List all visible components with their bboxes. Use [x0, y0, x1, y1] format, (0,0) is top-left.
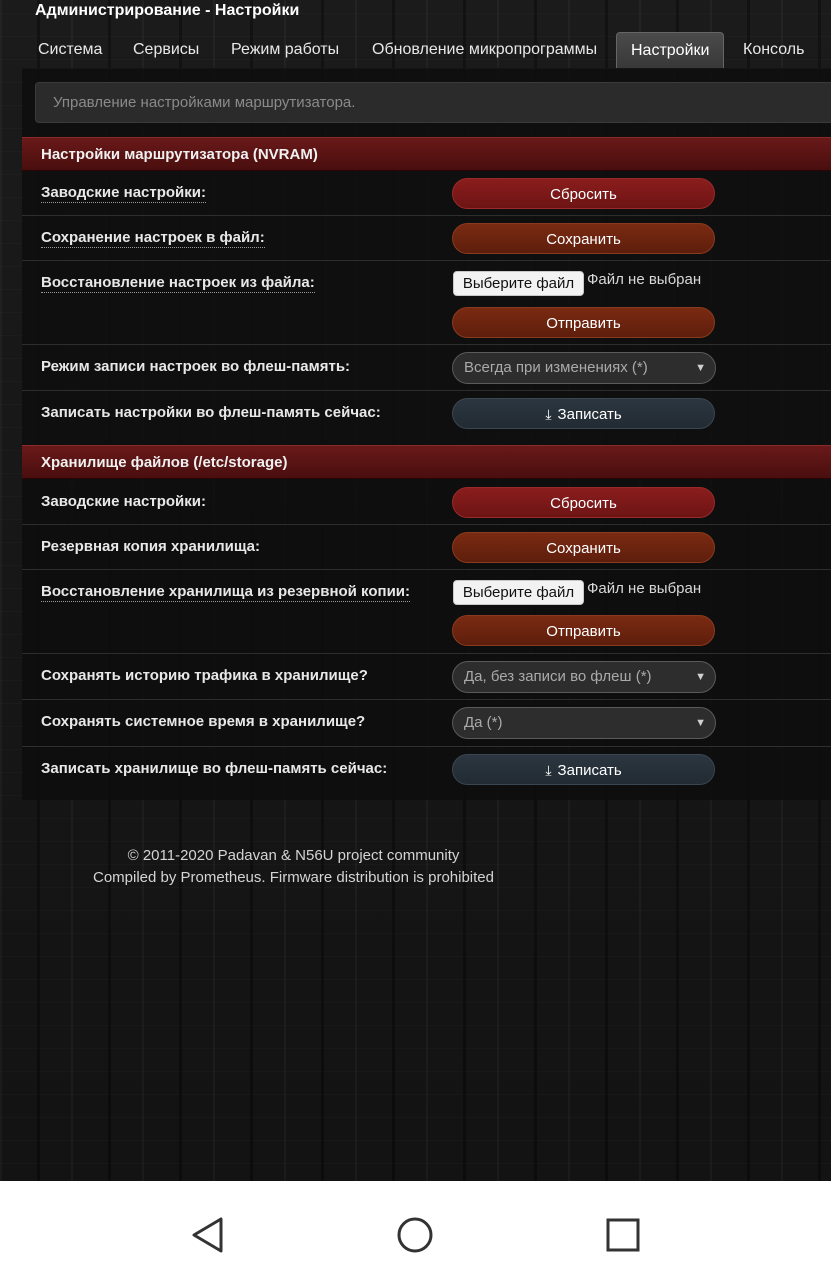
nvram-flash-mode-select[interactable] [452, 352, 716, 384]
nvram-reset-button[interactable]: Сбросить [452, 178, 715, 209]
row-divider [22, 569, 831, 570]
nvram-choose-file-button[interactable]: Выберите файл [453, 271, 584, 296]
nvram-write-button[interactable] [452, 398, 715, 429]
content-panel [22, 68, 831, 800]
row-divider [22, 260, 831, 261]
nvram-save-label[interactable]: Сохранение настроек в файл: [41, 229, 265, 246]
download-icon: ⤓ [545, 762, 552, 778]
nvram-file-status: Файл не выбран [587, 271, 702, 288]
tab-settings[interactable]: Настройки [616, 32, 724, 68]
storage-time-label: Сохранять системное время в хранилище? [41, 713, 366, 730]
tab-operation-mode[interactable]: Режим работы [231, 41, 340, 58]
nvram-save-button[interactable]: Сохранить [452, 223, 715, 254]
download-icon: ⤓ [545, 406, 552, 422]
dropdown-arrow-icon: ▼ [695, 671, 706, 683]
system-nav-bar [0, 1181, 831, 1279]
back-triangle-icon[interactable] [190, 1216, 226, 1254]
row-divider [22, 215, 831, 216]
button-label: Записать [557, 406, 622, 423]
footer-compiled: Compiled by Prometheus. Firmware distribution is prohibited [92, 869, 494, 886]
select-value: Всегда при изменениях (*) [464, 359, 648, 376]
row-divider [22, 344, 831, 345]
row-divider [22, 390, 831, 391]
tab-bar [22, 32, 831, 69]
nvram-write-label: Записать настройки во флеш-память сейчас: [41, 404, 381, 421]
storage-reset-button[interactable]: Сбросить [452, 487, 715, 518]
storage-backup-label: Резервная копия хранилища: [41, 538, 261, 555]
home-circle-icon[interactable] [396, 1216, 434, 1254]
storage-file-status: Файл не выбран [587, 580, 702, 597]
storage-write-button[interactable] [452, 754, 715, 785]
row-divider [22, 746, 831, 747]
nvram-restore-label[interactable]: Восстановление настроек из файла: [41, 274, 315, 291]
footer-copyright: © 2011-2020 Padavan & N56U project community [127, 847, 460, 864]
storage-upload-button[interactable]: Отправить [452, 615, 715, 646]
storage-factory-label: Заводские настройки: [41, 493, 206, 510]
row-divider [22, 699, 831, 700]
storage-time-select[interactable] [452, 707, 716, 739]
info-message: Управление настройками маршрутизатора. [35, 82, 831, 123]
page-title: Администрирование - Настройки [35, 2, 300, 19]
storage-write-label: Записать хранилище во флеш-память сейчас: [41, 760, 388, 777]
dropdown-arrow-icon: ▼ [695, 717, 706, 729]
dropdown-arrow-icon: ▼ [695, 362, 706, 374]
storage-backup-button[interactable]: Сохранить [452, 532, 715, 563]
section-nvram-header: Настройки маршрутизатора (NVRAM) [22, 137, 831, 171]
storage-choose-file-button[interactable]: Выберите файл [453, 580, 584, 605]
tab-services[interactable]: Сервисы [133, 41, 200, 58]
storage-traffic-label: Сохранять историю трафика в хранилище? [41, 667, 368, 684]
tab-firmware-update[interactable]: Обновление микропрограммы [372, 41, 598, 58]
row-divider [22, 653, 831, 654]
select-value: Да, без записи во флеш (*) [464, 668, 652, 685]
row-divider [22, 524, 831, 525]
nvram-flash-mode-label: Режим записи настроек во флеш-память: [41, 358, 351, 375]
recents-square-icon[interactable] [606, 1218, 640, 1252]
storage-traffic-select[interactable] [452, 661, 716, 693]
storage-restore-label[interactable]: Восстановление хранилища из резервной копии: [41, 583, 411, 600]
tab-system[interactable]: Система [38, 41, 103, 58]
nvram-upload-button[interactable]: Отправить [452, 307, 715, 338]
nvram-factory-label[interactable]: Заводские настройки: [41, 184, 206, 201]
button-label: Записать [557, 762, 622, 779]
section-storage-header: Хранилище файлов (/etc/storage) [22, 445, 831, 479]
tab-console[interactable]: Консоль [743, 41, 805, 58]
select-value: Да (*) [464, 714, 503, 731]
